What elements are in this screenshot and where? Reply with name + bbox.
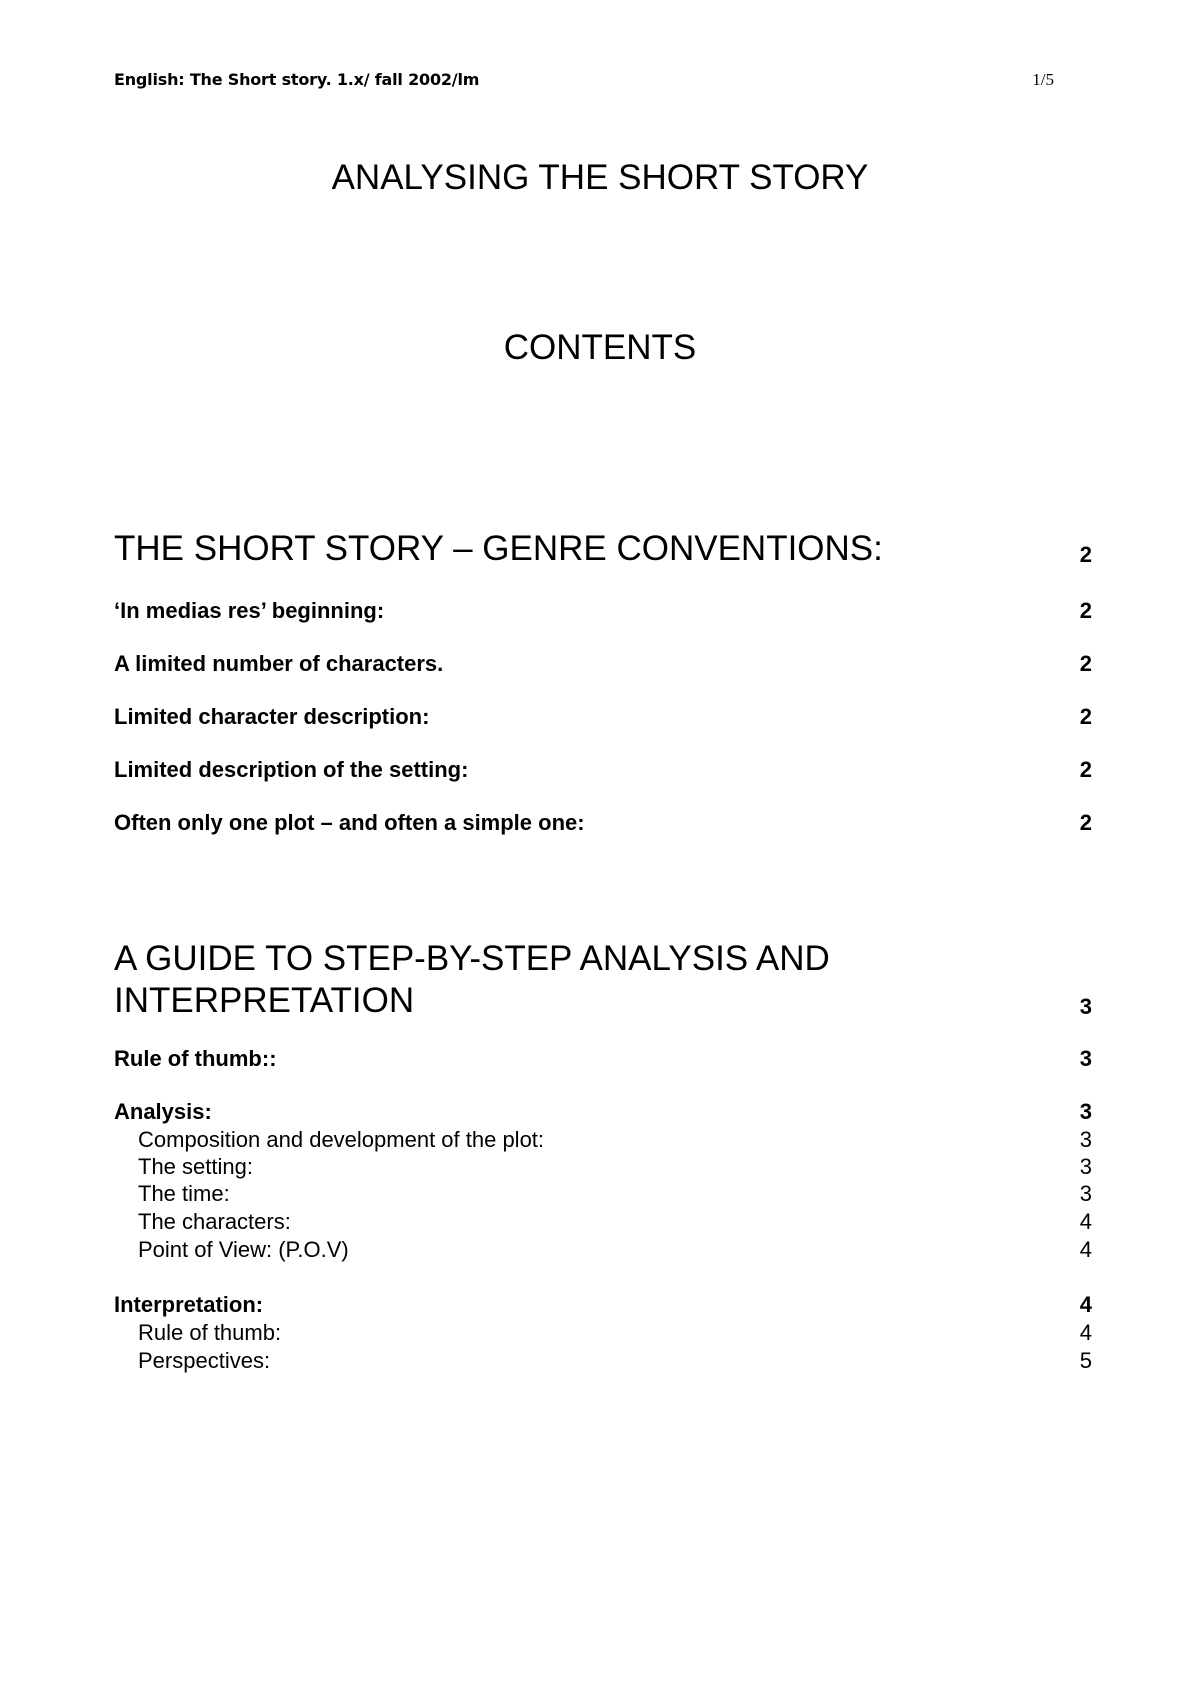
toc-entry-page: 2 — [1079, 757, 1092, 782]
toc-entry-label: ‘In medias res’ beginning: — [114, 598, 385, 623]
toc-subentry[interactable] — [114, 1347, 1092, 1375]
toc-entry-label — [114, 938, 954, 1022]
header-page-number: 1/5 — [1032, 70, 1054, 89]
toc-entry-page: 3 — [1079, 1099, 1092, 1124]
toc-entry-label-line2: INTERPRETATION — [114, 981, 415, 1020]
toc-subentry-page: 4 — [1079, 1320, 1092, 1345]
toc-entry[interactable] — [114, 703, 1092, 731]
toc-subentry-page: 4 — [1079, 1237, 1092, 1262]
toc-subentry-label: The setting: — [138, 1154, 253, 1179]
toc-entry-page: 4 — [1079, 1292, 1092, 1317]
toc-entry[interactable] — [114, 597, 1092, 625]
toc-entry-page: 2 — [1079, 598, 1092, 623]
toc-entry-analysis[interactable] — [114, 1098, 1092, 1126]
toc-subentry[interactable] — [114, 1236, 1092, 1264]
toc-entry[interactable] — [114, 650, 1092, 678]
toc-entry-label: Interpretation: — [114, 1292, 264, 1317]
contents-heading: CONTENTS — [503, 328, 697, 367]
toc-subentry[interactable] — [114, 1153, 1092, 1181]
toc-subentry-label: Point of View: (P.O.V) — [138, 1237, 349, 1262]
toc-entry-page: 2 — [1079, 810, 1092, 835]
toc-subentry-page: 4 — [1079, 1209, 1092, 1234]
toc-entry-interpretation[interactable] — [114, 1291, 1092, 1319]
toc-entry-page: 2 — [1079, 704, 1092, 729]
toc-entry-page: 3 — [1079, 994, 1092, 1019]
toc-entry-label-line1: A GUIDE TO STEP-BY-STEP ANALYSIS AND — [114, 939, 830, 978]
running-header — [114, 70, 1054, 94]
toc-entry-page: 2 — [1079, 542, 1092, 567]
toc-entry-step-by-step-guide[interactable] — [114, 938, 1092, 1022]
toc-entry-label: THE SHORT STORY – GENRE CONVENTIONS: — [114, 529, 883, 568]
toc-entry-label: A limited number of characters. — [114, 651, 444, 676]
toc-entry[interactable] — [114, 756, 1092, 784]
toc-entry-page: 3 — [1079, 1046, 1092, 1071]
toc-entry-label: Limited character description: — [114, 704, 430, 729]
toc-subentry-page: 5 — [1079, 1348, 1092, 1373]
toc-entry-genre-conventions[interactable] — [114, 528, 1092, 570]
toc-subentry-page: 3 — [1079, 1181, 1092, 1206]
toc-subentry[interactable] — [114, 1208, 1092, 1236]
toc-subentry[interactable] — [114, 1180, 1092, 1208]
toc-subentry-page: 3 — [1079, 1127, 1092, 1152]
toc-subentry-label: Composition and development of the plot: — [138, 1127, 545, 1152]
toc-subentry-page: 3 — [1079, 1154, 1092, 1179]
toc-subentry[interactable] — [114, 1319, 1092, 1347]
toc-subentry-label: Rule of thumb: — [138, 1320, 282, 1345]
toc-entry-label: Rule of thumb:: — [114, 1046, 277, 1071]
toc-subentry[interactable] — [114, 1126, 1092, 1154]
toc-entry-label: Limited description of the setting: — [114, 757, 469, 782]
toc-entry-label: Analysis: — [114, 1099, 212, 1124]
toc-subentry-label: Perspectives: — [138, 1348, 271, 1373]
toc-entry[interactable] — [114, 809, 1092, 837]
toc-entry-page: 2 — [1079, 651, 1092, 676]
toc-subentry-label: The characters: — [138, 1209, 291, 1234]
document-title: ANALYSING THE SHORT STORY — [331, 158, 869, 197]
toc-entry-rule-of-thumb[interactable] — [114, 1045, 1092, 1073]
header-course-info: English: The Short story. 1.x/ fall 2002/lm — [114, 70, 480, 89]
toc-subentry-label: The time: — [138, 1181, 230, 1206]
toc-entry-label: Often only one plot – and often a simple one: — [114, 810, 585, 835]
